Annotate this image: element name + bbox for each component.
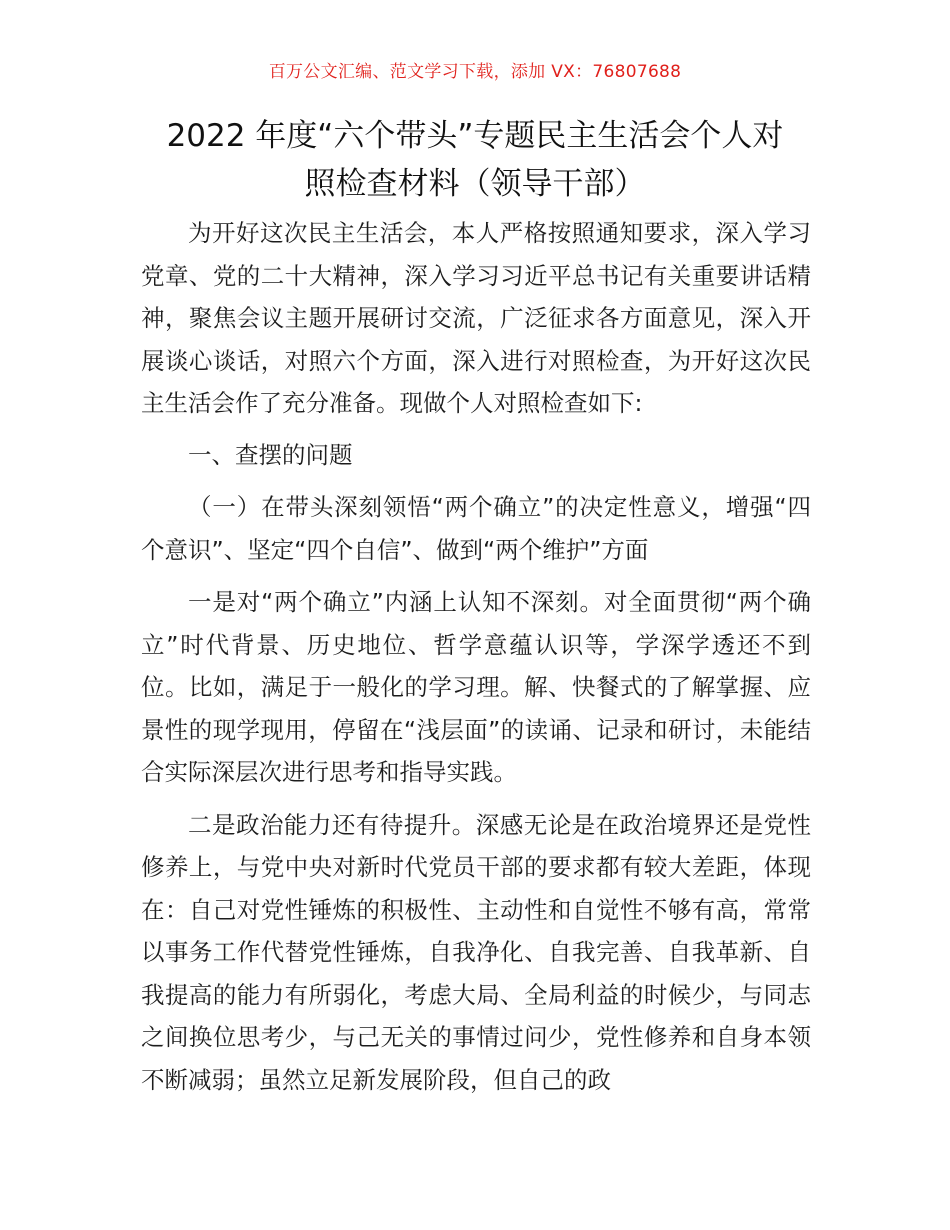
paragraph-point-two: 二是政治能力还有待提升。深感无论是在政治境界还是党性修养上，与党中央对新时代党员干部的要求都有较大差距，体现在：自己对党性锤炼的积极性、主动性和自觉性不够有高，常常以事务工作代替党性锤炼，自我净化、自我完善、自我革新、自我提高的能力有所弱化，考虑大局、全局利益的时候少，与同志之间换位思考少，与己无关的事情过问少，党性修养和自身本领不断减弱；虽然立足新发展阶段，但自己的政 bbox=[141, 810, 811, 1094]
subsection-heading: （一）在带头深刻领悟“两个确立”的决定性意义，增强“四个意识”、坚定“四个自信”、做到“两个维护”方面 bbox=[141, 493, 811, 564]
document-title bbox=[120, 112, 830, 208]
paragraph-point-one: 一是对“两个确立”内涵上认知不深刻。对全面贯彻“两个确立”时代背景、历史地位、哲学意蕴认识等，学深学透还不到位。比如，满足于一般化的学习理。解、快餐式的了解掌握、应景性的现学现用，停留在“浅层面”的读诵、记录和研讨，未能结合实际深层次进行思考和指导实践。 bbox=[141, 588, 811, 786]
title-line-1: 2022 年度“六个带头”专题民主生活会个人对 bbox=[166, 118, 784, 154]
intro-paragraph: 为开好这次民主生活会，本人严格按照通知要求，深入学习党章、党的二十大精神，深入学习习近平总书记有关重要讲话精神，聚焦会议主题开展研讨交流，广泛征求各方面意见，深入开展谈心谈话，对照六个方面，深入进行对照检查，为开好这次民主生活会作了充分准备。现做个人对照检查如下: bbox=[141, 219, 811, 417]
header-banner: 百万公文汇编、范文学习下载，添加 VX：76807688 bbox=[268, 62, 682, 82]
section-heading: 一、查摆的问题 bbox=[188, 440, 353, 469]
document-body bbox=[141, 212, 811, 1101]
title-line-2: 照检查材料（领导干部） bbox=[304, 166, 646, 202]
